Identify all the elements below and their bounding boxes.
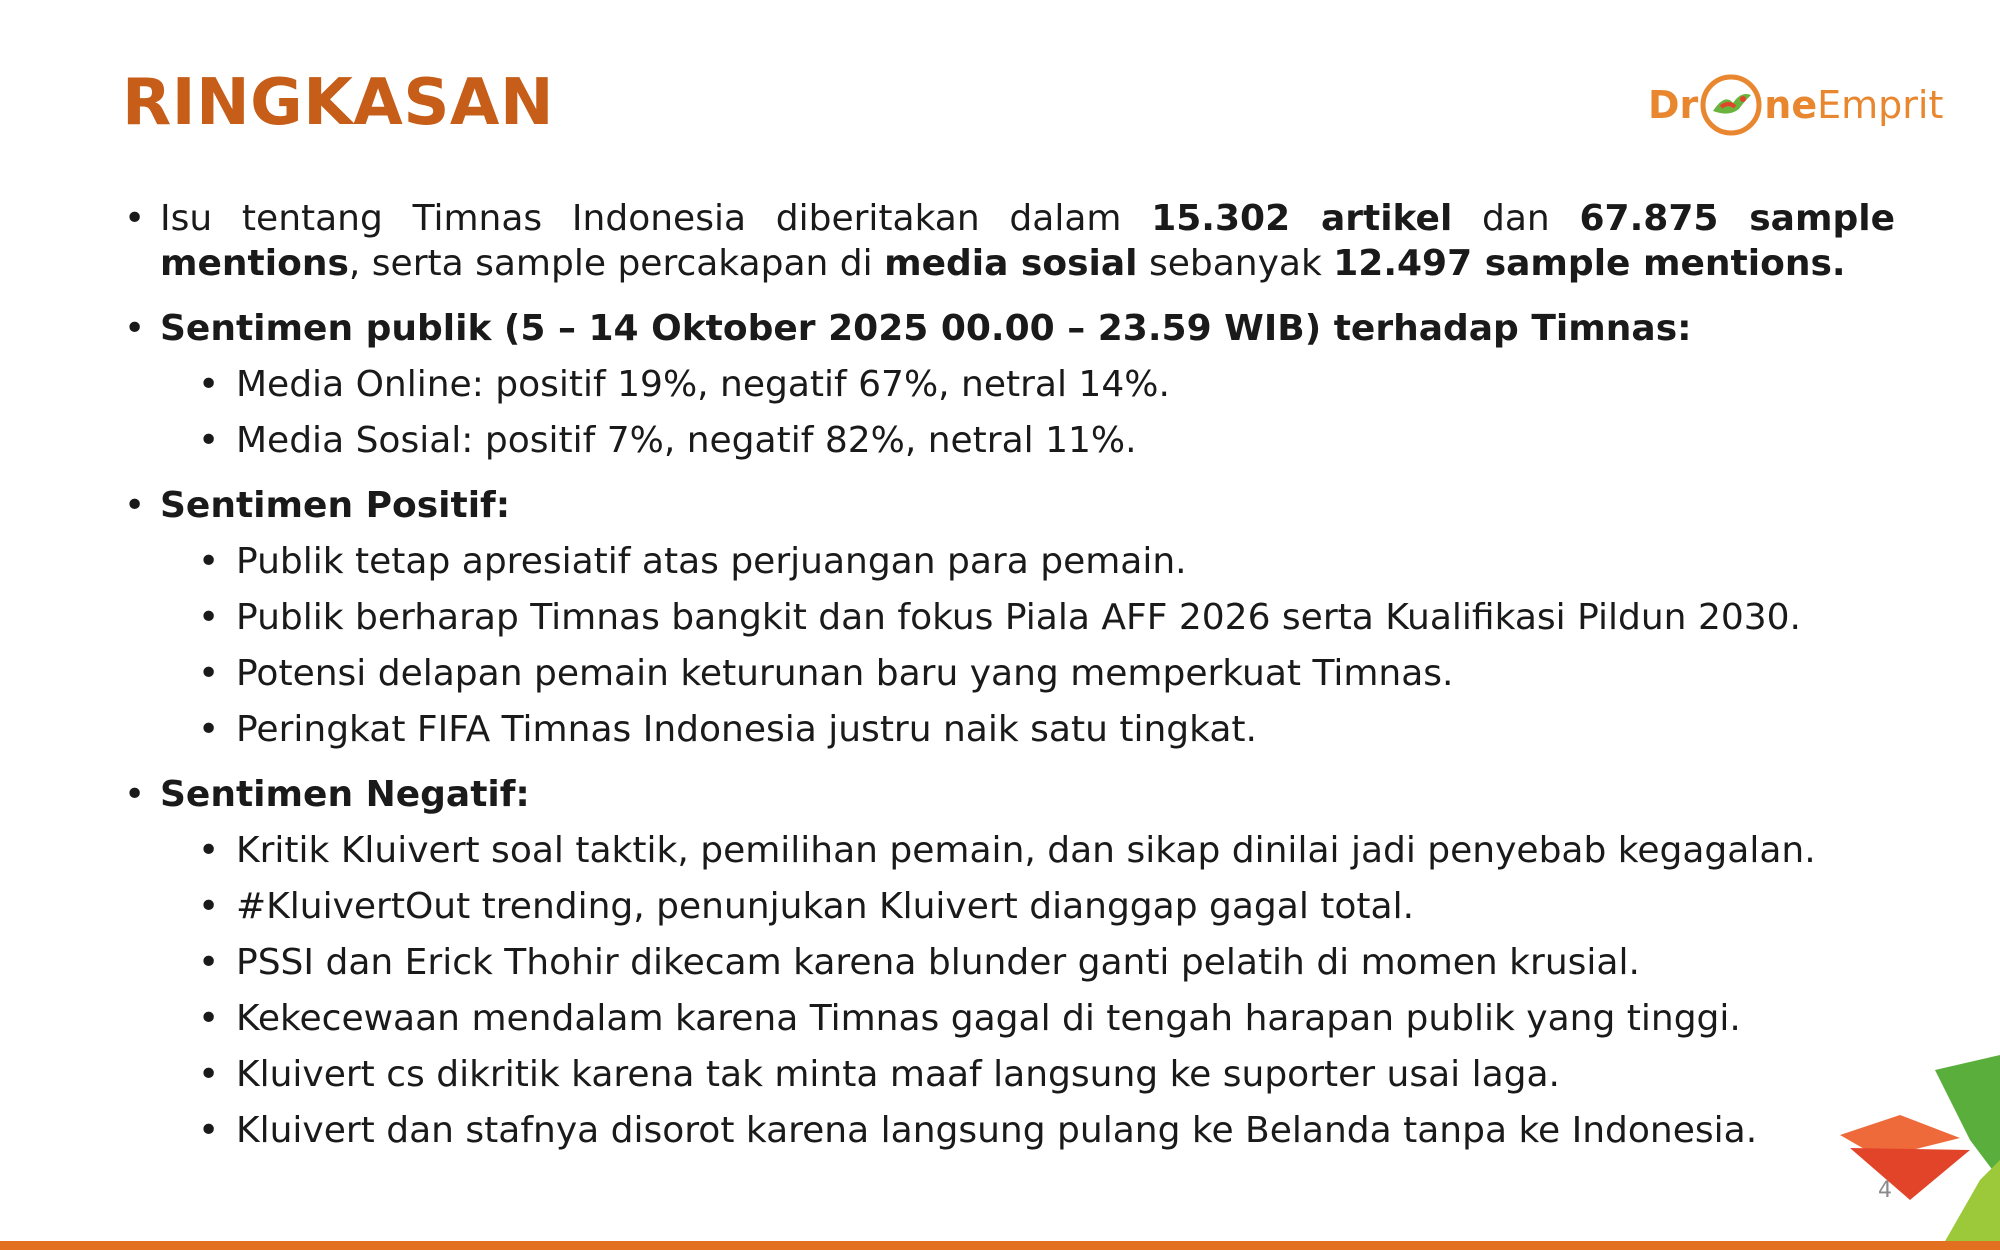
positive-bullet	[120, 483, 1895, 528]
negative-heading: Sentimen Negatif:	[160, 774, 530, 815]
bottom-accent-bar	[0, 1241, 2000, 1250]
negative-item: • Kluivert cs dikritik karena tak minta maaf langsung ke suporter usai laga.	[120, 1052, 1895, 1097]
drone-emprit-logo	[1648, 70, 1943, 140]
overview-text-2: dan	[1452, 198, 1580, 239]
negative-item: • #KluivertOut trending, penunjukan Kluivert dianggap gagal total.	[120, 884, 1895, 929]
social-mentions-count: 12.497 sample mentions.	[1333, 243, 1846, 284]
page-number: 4	[1878, 1178, 1892, 1203]
online-mentions-count: 67.875 sample mentions	[160, 198, 1896, 284]
slide-title: RINGKASAN	[122, 66, 554, 140]
overview-text-3: , serta sample percakapan di	[348, 243, 885, 284]
negative-item: • PSSI dan Erick Thohir dikecam karena blunder ganti pelatih di momen krusial.	[120, 940, 1895, 985]
decorative-corner-shape	[1820, 1030, 2000, 1250]
overview-bullet	[120, 196, 1895, 286]
article-count: 15.302 artikel	[1151, 198, 1453, 239]
positive-heading: Sentimen Positif:	[160, 485, 511, 526]
summary-list	[120, 196, 1895, 1153]
logo-text-dr: Dr	[1648, 83, 1699, 127]
logo-text-emprit: Emprit	[1817, 83, 1944, 127]
positive-item: • Publik berharap Timnas bangkit dan fokus Piala AFF 2026 serta Kualifikasi Pildun 2030.	[120, 595, 1895, 640]
sentiment-item: • Media Sosial: positif 7%, negatif 82%, netral 11%.	[120, 418, 1895, 463]
negative-item: • Kluivert dan stafnya disorot karena langsung pulang ke Belanda tanpa ke Indonesia.	[120, 1108, 1895, 1153]
drone-bird-icon	[1699, 73, 1763, 137]
overview-text-4: sebanyak	[1137, 243, 1334, 284]
overview-text-1: Isu tentang Timnas Indonesia diberitakan dalam	[160, 198, 1152, 239]
positive-item: • Peringkat FIFA Timnas Indonesia justru naik satu tingkat.	[120, 707, 1895, 752]
positive-item: • Publik tetap apresiatif atas perjuangan para pemain.	[120, 539, 1895, 584]
sentiment-item: • Media Online: positif 19%, negatif 67%, netral 14%.	[120, 362, 1895, 407]
sentiment-bullet	[120, 306, 1895, 351]
logo-text-ne: ne	[1764, 83, 1818, 127]
sentiment-heading: Sentimen publik (5 – 14 Oktober 2025 00.00 – 23.59 WIB) terhadap Timnas:	[160, 308, 1692, 349]
negative-item: • Kritik Kluivert soal taktik, pemilihan pemain, dan sikap dinilai jadi penyebab kegagalan.	[120, 828, 1895, 873]
social-media-label: media sosial	[884, 243, 1138, 284]
negative-bullet	[120, 772, 1895, 817]
negative-item: • Kekecewaan mendalam karena Timnas gagal di tengah harapan publik yang tinggi.	[120, 996, 1895, 1041]
positive-item: • Potensi delapan pemain keturunan baru yang memperkuat Timnas.	[120, 651, 1895, 696]
